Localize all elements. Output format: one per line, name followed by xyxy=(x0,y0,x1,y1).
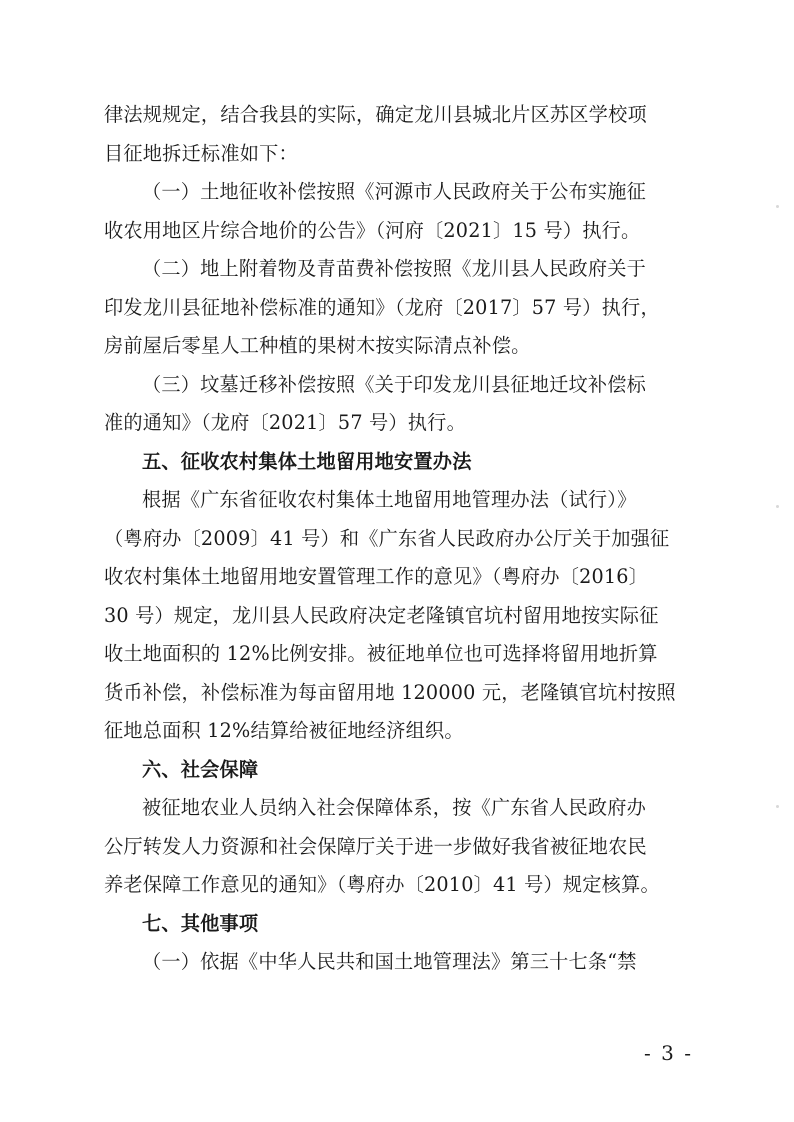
paragraph-line: 30 号）规定，龙川县人民政府决定老隆镇官坑村留用地按实际征 xyxy=(104,603,659,627)
paragraph-line: 被征地农业人员纳入社会保障体系，按《广东省人民政府办 xyxy=(142,796,647,819)
paragraph-line: （二）地上附着物及青苗费补偿按照《龙川县人民政府关于 xyxy=(142,257,647,280)
paragraph-line: 准的通知》（龙府〔2021〕57 号）执行。 xyxy=(104,411,466,434)
paragraph-line: 养老保障工作意见的通知》（粤府办〔2010〕41 号）规定核算。 xyxy=(104,873,660,896)
paragraph-line: （一）依据《中华人民共和国土地管理法》第三十七条“禁 xyxy=(142,950,637,973)
paragraph-line: 房前屋后零星人工种植的果树木按实际清点补偿。 xyxy=(104,334,531,357)
binding-hole-mark xyxy=(776,505,779,508)
paragraph-line: 收土地面积的 12%比例安排。被征地单位也可选择将留用地折算 xyxy=(104,642,658,665)
paragraph-line: 公厅转发人力资源和社会保障厅关于进一步做好我省被征地农民 xyxy=(104,834,647,858)
binding-hole-mark xyxy=(776,805,779,808)
paragraph-line: 收农村集体土地留用地安置管理工作的意见》（粤府办〔2016〕 xyxy=(104,565,649,588)
paragraph-line: 征地总面积 12%结算给被征地经济组织。 xyxy=(104,719,464,742)
document-body xyxy=(104,96,704,982)
paragraph-line: 收农用地区片综合地价的公告》（河府〔2021〕15 号）执行。 xyxy=(104,218,641,242)
section-heading: 五、征收农村集体土地留用地安置办法 xyxy=(142,449,472,473)
paragraph-line: （一）土地征收补偿按照《河源市人民政府关于公布实施征 xyxy=(142,180,647,203)
paragraph-line: 根据《广东省征收农村集体土地留用地管理办法（试行）》 xyxy=(142,488,637,511)
paragraph-line: 目征地拆迁标准如下： xyxy=(104,141,298,165)
page-number: - 3 - xyxy=(644,1041,693,1065)
paragraph-line: （粤府办〔2009〕41 号）和《广东省人民政府办公厅关于加强征 xyxy=(104,526,670,550)
binding-hole-mark xyxy=(776,205,779,208)
section-heading: 七、其他事项 xyxy=(142,911,259,935)
paragraph-line: （三）坟墓迁移补偿按照《关于印发龙川县征地迁坟补偿标 xyxy=(142,372,647,396)
paragraph-line: 律法规规定，结合我县的实际，确定龙川县城北片区苏区学校项 xyxy=(104,103,647,126)
section-heading: 六、社会保障 xyxy=(142,757,259,781)
paragraph-line: 货币补偿，补偿标准为每亩留用地 120000 元，老隆镇官坑村按照 xyxy=(104,680,676,704)
paragraph-line: 印发龙川县征地补偿标准的通知》（龙府〔2017〕57 号）执行， xyxy=(104,295,660,319)
